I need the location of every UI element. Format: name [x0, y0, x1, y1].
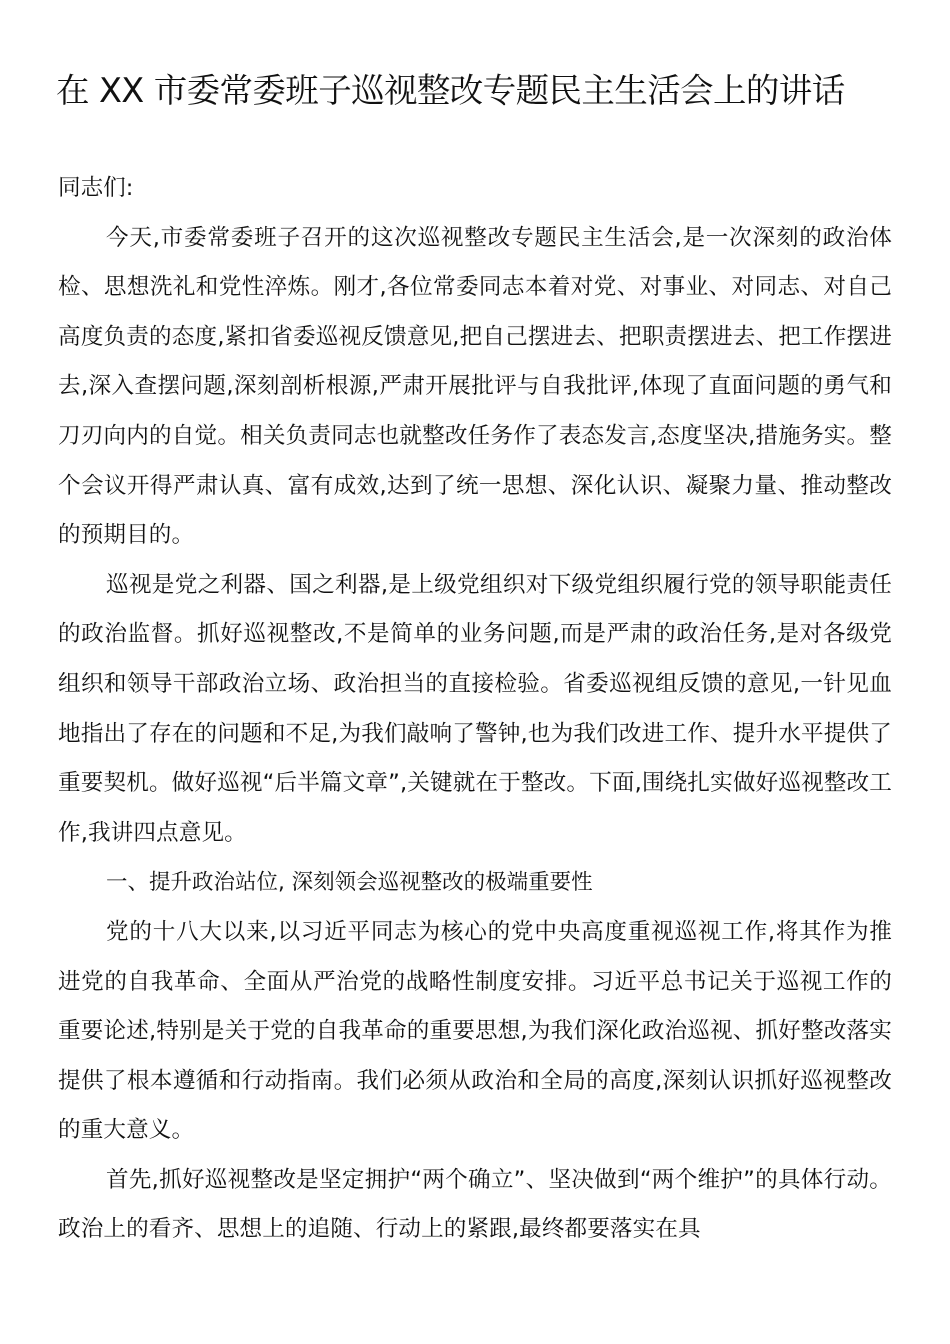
section-heading-1: 一、提升政治站位, 深刻领会巡视整改的极端重要性 [106, 870, 593, 896]
paragraph-section-1-first-point: 首先,抓好巡视整改是坚定拥护“两个确立”、坚决做到“两个维护”的具体行动。政治上的看齐、思想上的追随、行动上的紧跟,最终都要落实在具 [58, 1166, 892, 1243]
paragraph-inspection-significance: 巡视是党之利器、国之利器,是上级党组织对下级党组织履行党的领导职能责任的政治监督。抓好巡视整改,不是简单的业务问题,而是严肃的政治任务,是对各级党组织和领导干部政治立场、政治担当的直接检验。省委巡视组反馈的意见,一针见血地指出了存在的问题和不足,为我们敲响了警钟,也为我们改进工作、提升水平提供了重要契机。做好巡视“后半篇文章”,关键就在于整改。下面,围绕扎实做好巡视整改工作,我讲四点意见。 [58, 571, 892, 846]
document-body [58, 164, 892, 1255]
document-title: 在 XX 市委常委班子巡视整改专题民主生活会上的讲话 [56, 71, 845, 110]
paragraph-section-1-intro: 党的十八大以来,以习近平同志为核心的党中央高度重视巡视工作,将其作为推进党的自我革命、全面从严治党的战略性制度安排。习近平总书记关于巡视工作的重要论述,特别是关于党的自我革命的重要思想,为我们深化政治巡视、抓好整改落实提供了根本遵循和行动指南。我们必须从政治和全局的高度,深刻认识抓好巡视整改的重大意义。 [58, 918, 892, 1144]
salutation: 同志们: [58, 175, 134, 201]
paragraph-opening: 今天,市委常委班子召开的这次巡视整改专题民主生活会,是一次深刻的政治体检、思想洗礼和党性淬炼。刚才,各位常委同志本着对党、对事业、对同志、对自己高度负责的态度,紧扣省委巡视反馈意见,把自己摆进去、把职责摆进去、把工作摆进去,深入查摆问题,深刻剖析根源,严肃开展批评与自我批评,体现了直面问题的勇气和刀刃向内的自觉。相关负责同志也就整改任务作了表态发言,态度坚决,措施务实。整个会议开得严肃认真、富有成效,达到了统一思想、深化认识、凝聚力量、推动整改的预期目的。 [58, 224, 892, 549]
